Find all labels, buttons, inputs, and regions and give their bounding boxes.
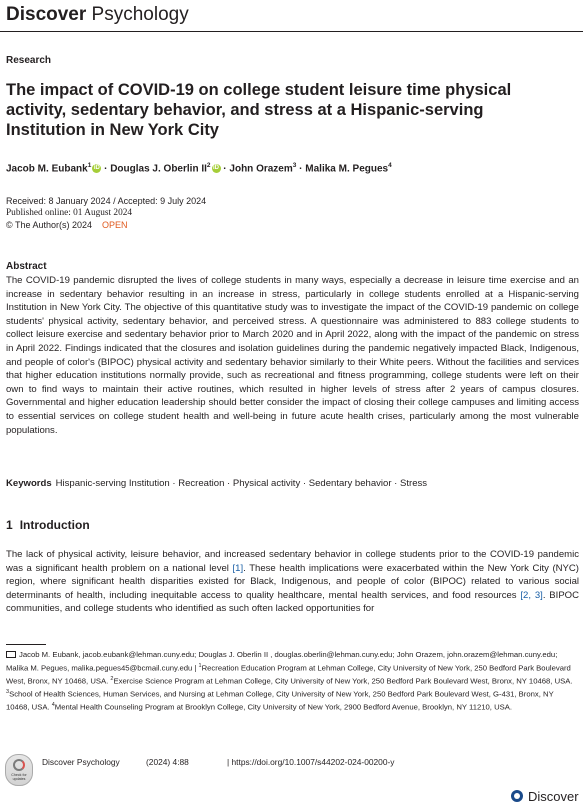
article-dates — [6, 195, 206, 231]
orcid-icon[interactable]: iD — [93, 165, 100, 172]
envelope-icon — [6, 651, 16, 658]
author-name[interactable]: Malika M. Pegues — [305, 163, 389, 175]
orcid-icon[interactable]: iD — [213, 165, 220, 172]
author-name[interactable]: Douglas J. Oberlin II — [110, 163, 207, 175]
journal-title: Discover Psychology — [6, 4, 189, 25]
keywords-list: Hispanic-serving Institution · Recreation · Physical activity · Sedentary behavior · Stress — [55, 478, 428, 489]
author-separator: · — [220, 163, 230, 175]
author-name[interactable]: John Orazem — [229, 163, 293, 175]
published-online: Published online: 01 August 2024 — [6, 208, 133, 218]
author-list — [6, 162, 392, 174]
keywords-label: Keywords — [6, 478, 52, 489]
check-for-updates-badge[interactable]: Check for updates — [5, 754, 33, 786]
author-separator: · — [296, 163, 306, 175]
copyright: © The Author(s) 2024 — [6, 220, 93, 230]
refresh-icon — [13, 759, 25, 771]
article-title: The impact of COVID-19 on college student leisure time physical activity, sedentary behavior, and stress at a Hispanic-serving Institution in New York City — [6, 81, 512, 139]
author-name[interactable]: Jacob M. Eubank — [6, 163, 88, 175]
affiliation-marker: 4 — [388, 162, 392, 169]
author-separator: · — [101, 163, 111, 175]
affiliation-marker: 1 — [87, 162, 92, 169]
discover-logo-icon — [511, 790, 523, 802]
citation-link[interactable]: [2, 3] — [520, 589, 543, 601]
section-heading-introduction — [6, 518, 97, 532]
publisher-logo: Discover — [511, 789, 579, 804]
affiliation-marker: 3 — [292, 162, 297, 169]
introduction-paragraph: The lack of physical activity, leisure behavior, and increased sedentary behavior in college students prior to the COVID-19 pandemic was a significant health problem on a national level [1]. These health implications were exacerbated within the New York City (NYC) region, where significant health disparities existed for Black, Indigenous, and people of color (BIPOC) related to various social determinants of health, including inequitable access to quality healthcare, mental health services, and food resources [2, 3]. BIPOC communities, and college students who identified as such often lacked opportunities for — [6, 549, 580, 615]
section-title: Introduction — [19, 518, 90, 532]
citation-link[interactable]: [1] — [232, 562, 244, 574]
header-rule — [0, 31, 583, 32]
footer-doi[interactable]: | https://doi.org/10.1007/s44202-024-00200-y — [227, 757, 395, 767]
abstract-text: The COVID-19 pandemic disrupted the lives of college students in many ways, especially a decrease in leisure time exercise and an increase in sedentary behavior resulting in an increase in stress, particularly in college students enrolled at a Hispanic-serving Institution in New York City. The objective of this quantitative study was to investigate the impact of the COVID-19 pandemic on college students' physical activity, sedentary behavior, and perceived stress. A questionnaire was administered to 883 college students to collect leisure exercise and sedentary behavior prior to March 2020 and in April 2022, along with the impact of the pandemic on stress in April 2022. Findings indicated that the closures and isolation guidelines during the pandemic negatively impacted Black, Indigenous, and people of color's (BIPOC) physical activity and sedentary behavior similarly to their White peers. Without the facilities and services that higher education institutions normally provide, such as recreational and fitness programming, college students were left on their own to find ways to maintain their active routines, which resulted in higher levels of stress after 2 years of campus closures. Governmental and higher education leadership should better consider the impact of closing their college campuses and limiting access to essential services on college student health and well-being in future acute health crises, particularly among the most vulnerable populations. — [6, 275, 579, 436]
received-accepted: Received: 8 January 2024 / Accepted: 9 July 2024 — [6, 196, 207, 206]
open-access-badge[interactable]: OPEN — [102, 220, 128, 230]
abstract-heading: Abstract — [6, 261, 47, 272]
article-section: Research — [6, 55, 52, 66]
footer-volume: (2024) 4:88 — [146, 757, 189, 767]
affiliation-marker: 2 — [206, 162, 211, 169]
footer-journal: Discover Psychology — [42, 757, 120, 767]
affiliations-footnote: Jacob M. Eubank, jacob.eubank@lehman.cuny.edu; Douglas J. Oberlin II , douglas.oberlin@lehman.cuny.edu; John Orazem, john.orazem@lehman.cuny.edu; Malika M. Pegues, malika.pegues45@bcmail.cuny.edu | $^1$Recreation Education Program at Lehman College, City University of New York, 250 Bedford Park Boulevard West, Bronx, NY 10468, USA. $^2$Exercise Science Program at Lehman College, City University of New York, 250 Bedford Park Boulevard West, Bronx, NY 10468, USA. $^3$School of Health Sciences, Human Services, and Nursing at Lehman College, City University of New York, 250 Bedford Park Boulevard West, G-431, Bronx, NY 10468, USA. $^4$Mental Health Counseling Program at Brooklyn College, City University of New York, 2900 Bedford Avenue, Brooklyn, NY 11210, USA. — [6, 650, 573, 712]
section-number: 1 — [6, 518, 13, 532]
copyright-line — [6, 219, 206, 231]
keywords — [6, 478, 427, 489]
footnote-rule — [6, 644, 46, 645]
